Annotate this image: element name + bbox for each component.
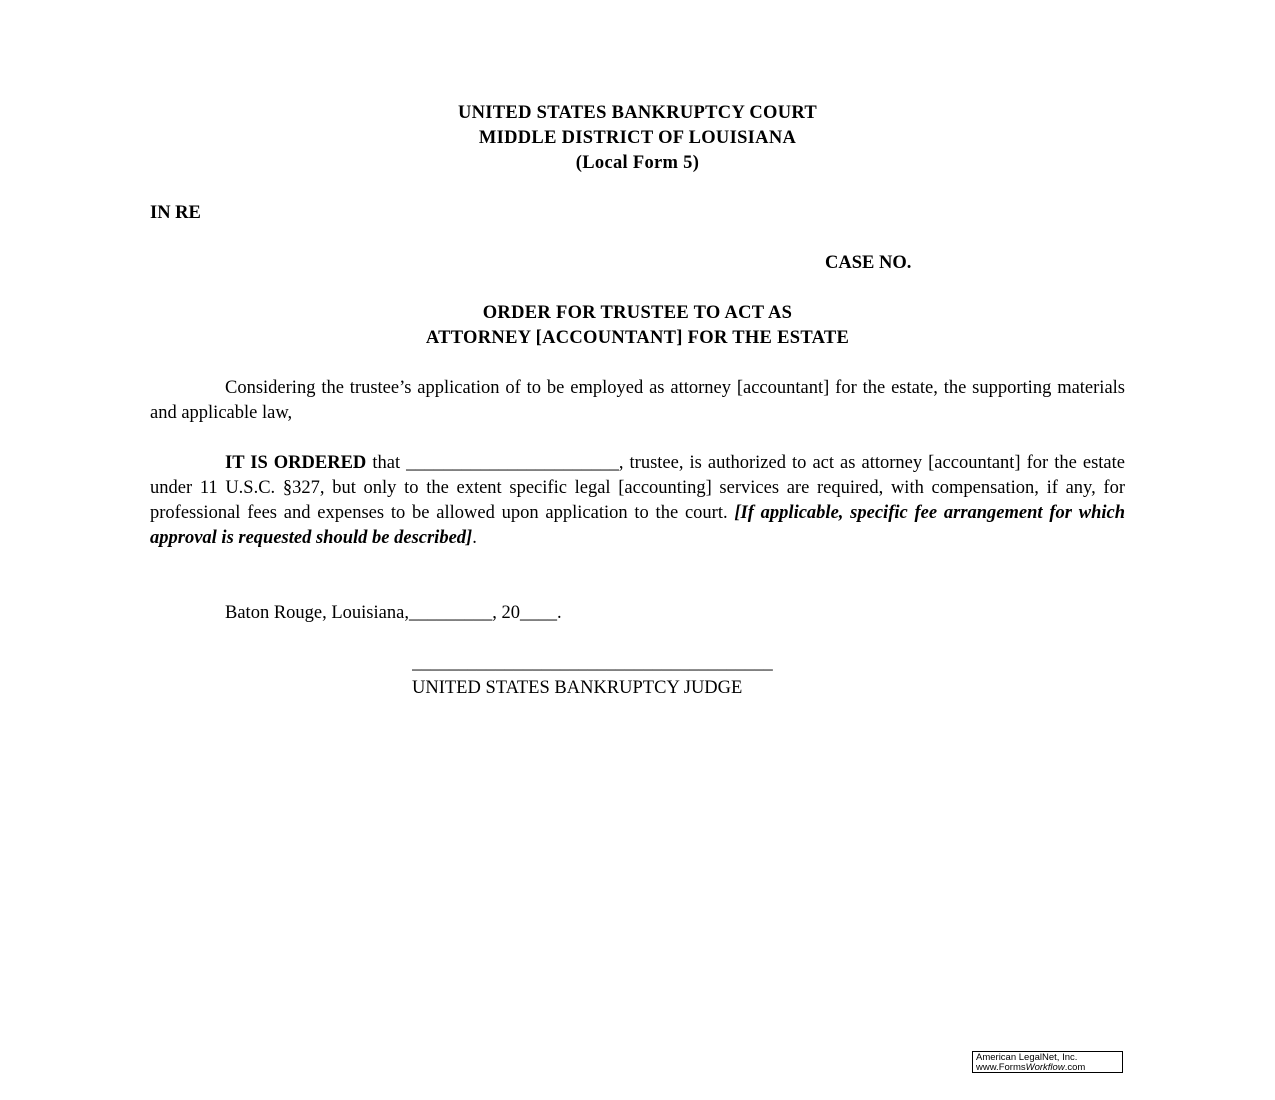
publisher-url bbox=[976, 1063, 1119, 1073]
date-line bbox=[150, 601, 1125, 626]
publisher-watermark bbox=[972, 1051, 1123, 1073]
ordered-text: that _______________________, trustee, is authorized to act as attorney [accountant] for the estate under 11 U.S.C. §327, but only to the extent specific legal [accounting] services are required, with compensation, if any, for professional fees and expenses to be allowed upon application to the court. bbox=[150, 453, 1125, 523]
local-form-label: (Local Form 5) bbox=[575, 153, 700, 173]
district-name: MIDDLE DISTRICT OF LOUISIANA bbox=[478, 128, 797, 148]
ordered-paragraph bbox=[150, 451, 1125, 551]
order-title bbox=[0, 301, 1275, 351]
judge-signature-label: UNITED STATES BANKRUPTCY JUDGE bbox=[412, 678, 743, 698]
considering-paragraph bbox=[150, 376, 1125, 426]
case-number-label: CASE NO. bbox=[825, 253, 912, 273]
order-title-line-1: ORDER FOR TRUSTEE TO ACT AS bbox=[482, 303, 793, 323]
considering-text: Considering the trustee’s application of to be employed as attorney [accountant] for the estate, the supporting materials and applicable law, bbox=[150, 378, 1125, 423]
court-name: UNITED STATES BANKRUPTCY COURT bbox=[457, 103, 818, 123]
ordered-period: . bbox=[472, 528, 477, 548]
date-line-text: Baton Rouge, Louisiana,_________, 20____. bbox=[225, 603, 562, 623]
publisher-url-prefix: www.Forms bbox=[976, 1062, 1026, 1073]
publisher-name: American LegalNet, Inc. bbox=[976, 1052, 1078, 1063]
court-header bbox=[0, 101, 1275, 176]
it-is-ordered-label: IT IS ORDERED bbox=[225, 453, 367, 473]
fee-arrangement-note: [If applicable, specific fee arrangement for which approval is requested should be described] bbox=[150, 503, 1125, 548]
signature-line: _______________________________________ bbox=[412, 653, 773, 673]
publisher-url-italic: Workflow bbox=[1025, 1062, 1065, 1073]
order-title-line-2: ATTORNEY [ACCOUNTANT] FOR THE ESTATE bbox=[425, 328, 850, 348]
publisher-url-suffix: .com bbox=[1064, 1062, 1086, 1073]
in-re-label: IN RE bbox=[150, 203, 201, 223]
